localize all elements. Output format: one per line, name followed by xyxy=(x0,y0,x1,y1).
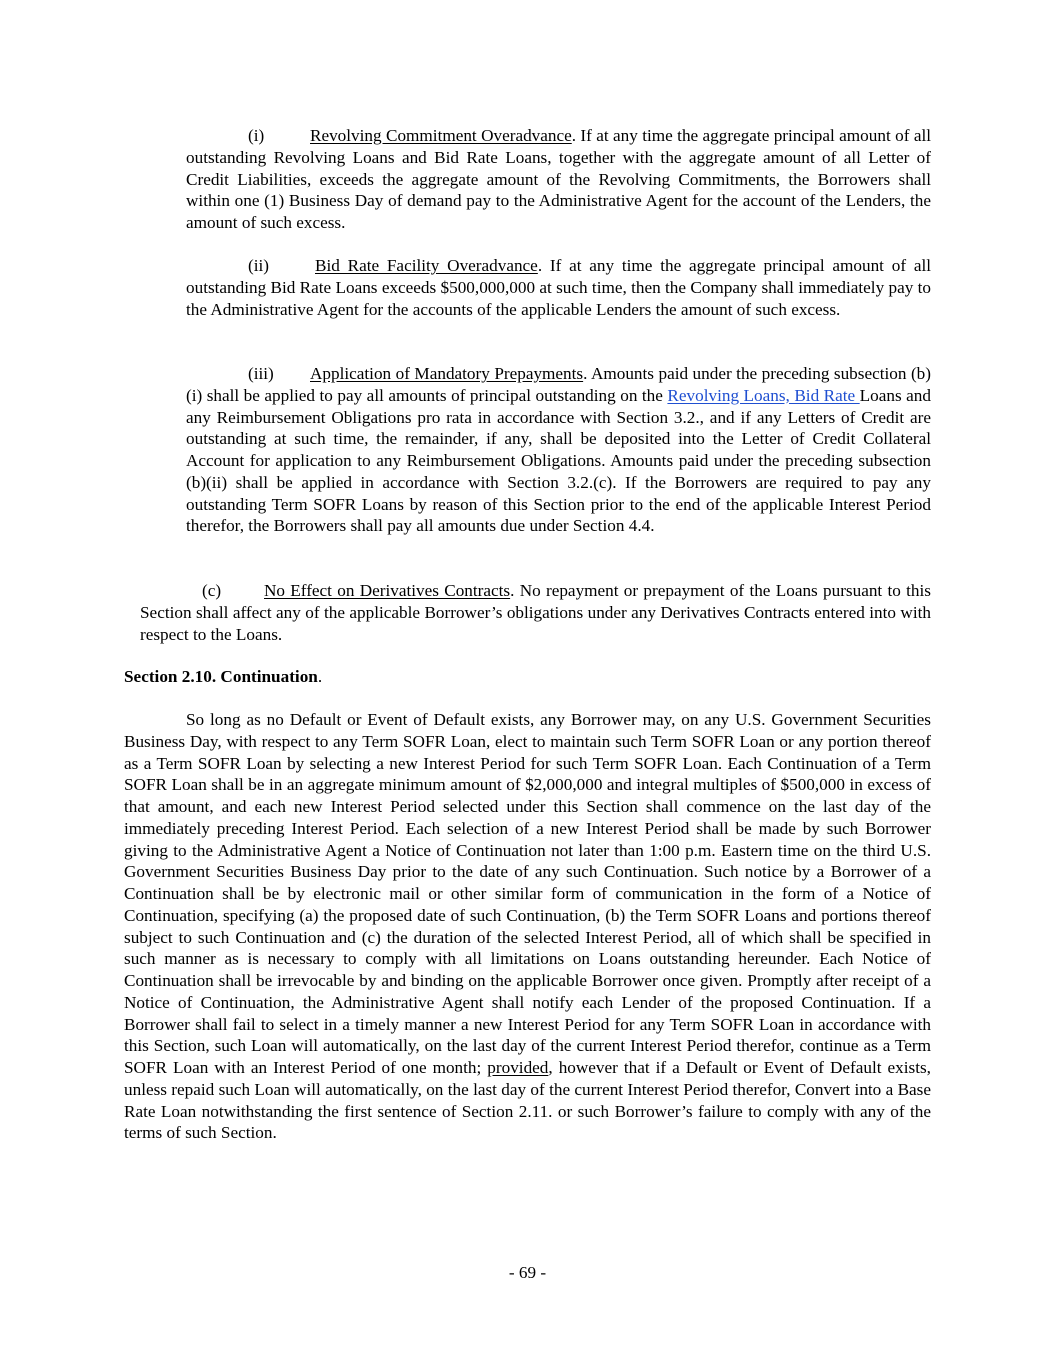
provided-term: provided xyxy=(487,1058,549,1077)
subsection-c-number: (c) xyxy=(202,581,222,600)
continuation-paragraph xyxy=(124,709,931,1144)
subsection-iii-body-start: . Amounts paid under the preceding subsection (b)(i) shall be applied to pay all amounts of principal outstanding on the xyxy=(186,364,931,405)
subsection-iii-paragraph xyxy=(186,363,931,537)
continuation-body-end: , however that if a Default or Event of Default exists, unless repaid such Loan will automatically, on the last day of the current Interest Period therefor, Convert into a Base Rate Loan notwithstanding the first sentence of Section 2.11. or such Borrower’s failure to comply with any of the terms of such Section. xyxy=(124,1058,931,1143)
section-heading-period: . xyxy=(317,667,323,686)
subsection-ii-number: (ii) xyxy=(248,256,269,275)
subsection-iii-body-end: Loans and any Reimbursement Obligations pro rata in accordance with Section 3.2., and if any Letters of Credit are outstanding at such time, the remainder, if any, shall be deposited into the Letter of Credit Collateral Account for application to any Reimbursement Obligations. Amounts paid under the preceding subsection (b)(ii) shall be applied in accordance with Section 3.2.(c). If the Borrowers are required to pay any outstanding Term SOFR Loans by reason of this Section prior to the end of the applicable Interest Period therefor, the Borrowers shall pay all amounts due under Section 4.4. xyxy=(186,385,931,536)
continuation-body-start: So long as no Default or Event of Default exists, any Borrower may, on any U.S. Government Securities Business Day, with respect to any Term SOFR Loan, elect to maintain such Term SOFR Loan or any portion thereof as a Term SOFR Loan by selecting a new Interest Period for such Term SOFR Loan. Each Continuation of a Term SOFR Loan shall be in an aggregate minimum amount of $2,000,000 and integral multiples of $500,000 in excess of that amount, and each new Interest Period selected under this Section shall commence on the last day of the immediately preceding Interest Period. Each selection of a new Interest Period shall be made by such Borrower giving to the Administrative Agent a Notice of Continuation not later than 1:00 p.m. Eastern time on the third U.S. Government Securities Business Day prior to the date of any such Continuation. Such notice by a Borrower of a Continuation shall be by electronic mail or other similar form of communication in the form of a Notice of Continuation, specifying (a) the proposed date of such Continuation, (b) the Term SOFR Loans and portions thereof subject to such Continuation and (c) the duration of the selected Interest Period, all of which shall be specified in such manner as is necessary to comply with all limitations on Loans outstanding hereunder. Each Notice of Continuation shall be irrevocable by and binding on the applicable Borrower once given. Promptly after receipt of a Notice of Continuation, the Administrative Agent shall notify each Lender of the proposed Continuation. If a Borrower shall fail to select in a timely manner a new Interest Period for any Term SOFR Loan in accordance with this Section, such Loan will automatically, on the last day of the current Interest Period therefor, continue as a Term SOFR Loan with an Interest Period of one month; xyxy=(124,710,931,1077)
subsection-ii-title: Bid Rate Facility Overadvance xyxy=(315,256,538,275)
subsection-iii-title: Application of Mandatory Prepayments xyxy=(310,364,584,383)
revolving-loans-link[interactable]: Revolving Loans, Bid Rate xyxy=(667,385,860,405)
subsection-ii-paragraph xyxy=(186,255,931,320)
subsection-iii-number: (iii) xyxy=(248,364,274,383)
page-number: - 69 - xyxy=(508,1263,547,1282)
subsection-c-paragraph xyxy=(140,580,931,645)
subsection-c-body: . No repayment or prepayment of the Loans pursuant to this Section shall affect any of the applicable Borrower’s obligations under any Derivatives Contracts entered into with respect to the Loans. xyxy=(140,581,931,644)
subsection-i-title: Revolving Commitment Overadvance xyxy=(310,126,572,145)
subsection-ii-body: . If at any time the aggregate principal amount of all outstanding Bid Rate Loans exceeds $500,000,000 at such time, then the Company shall immediately pay to the Administrative Agent for the accounts of the applicable Lenders the amount of such excess. xyxy=(186,256,931,319)
subsection-i-number: (i) xyxy=(248,126,265,145)
subsection-c-title: No Effect on Derivatives Contracts xyxy=(264,581,511,600)
section-heading-label: Section 2.10. Continuation xyxy=(124,667,318,686)
section-heading xyxy=(124,666,322,688)
subsection-i-paragraph xyxy=(186,125,931,234)
subsection-i-body: . If at any time the aggregate principal amount of all outstanding Revolving Loans and Bid Rate Loans, together with the aggregate amount of all Letter of Credit Liabilities, exceeds the aggregate amount of the Revolving Commitments, the Borrowers shall within one (1) Business Day of demand pay to the Administrative Agent for the account of the Lenders, the amount of such excess. xyxy=(186,126,931,232)
